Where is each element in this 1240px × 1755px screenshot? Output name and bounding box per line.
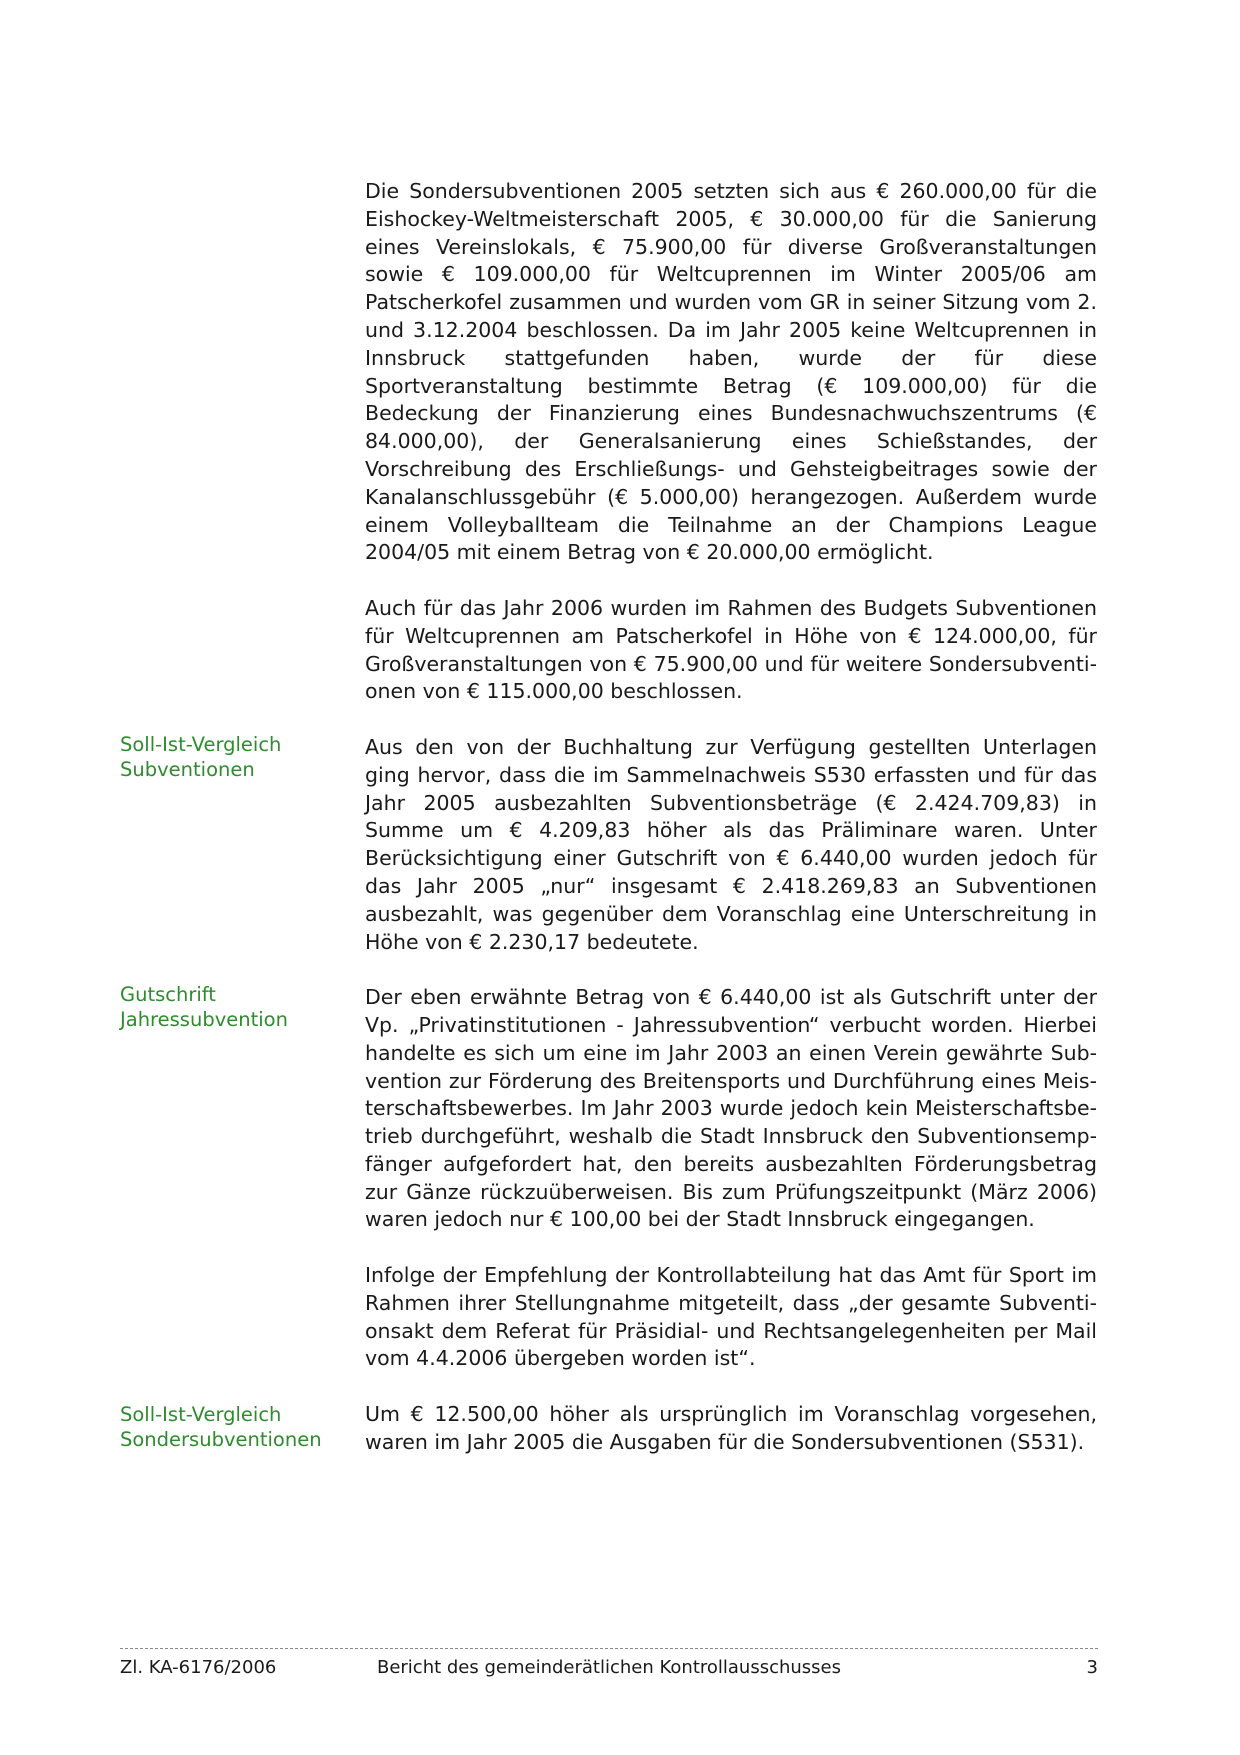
- side-label-line: Jahressubvention: [120, 1008, 288, 1031]
- side-label-line: Gutschrift: [120, 983, 216, 1006]
- paragraph-soll-ist-subventionen: Aus den von der Buchhaltung zur Verfügung gestellten Unterlagen ging hervor, dass die im Sammelnachweis S530 erfassten und für das Jahr 2005 ausbezahlten Subventionsbeträge (€ 2.424.709,83) in Summe um € 4.209,83 höher als das Präliminare waren. Unter Berücksichtigung einer Gutschrift von € 6.440,00 wurden jedoch für das Jahr 2005 „nur“ insgesamt € 2.418.269,83 an Subventionen ausbezahlt, was gegenüber dem Voranschlag eine Unterschreitung in Höhe von € 2.230,17 bedeutete.: [365, 734, 1097, 954]
- side-label-soll-ist-sondersubventionen: [120, 1402, 350, 1452]
- paragraph-empfehlung: Infolge der Empfehlung der Kontrollabteilung hat das Amt für Sport im Rahmen ihrer Stellungnahme mitgeteilt, dass „der gesamte Subventionsakt dem Referat für Präsidial- und Rechtsangelegenheiten per Mail vom 4.4.2006 übergeben worden ist“.: [365, 1263, 1097, 1371]
- side-label-line: Sondersubventionen: [120, 1428, 322, 1451]
- footer-divider: [120, 1648, 1098, 1649]
- side-label-line: Soll-Ist-Vergleich: [120, 733, 282, 756]
- main-text-column: [365, 178, 1097, 1484]
- footer-title: Bericht des gemeinderätlichen Kontrollausschusses: [376, 1657, 842, 1678]
- paragraph-gutschrift: Der eben erwähnte Betrag von € 6.440,00 ist als Gutschrift unter der Vp. „Privatinstitutionen - Jahressubvention“ verbucht worden. Hierbei handelte es sich um eine im Jahr 2003 an einen Verein gewährte Subvention zur Förderung des Breitensports und Durchführung eines Meisterschaftsbewerbes. Im Jahr 2003 wurde jedoch kein Meisterschaftsbetrieb durchgeführt, weshalb die Stadt Innsbruck den Subventionsempfänger aufgefordert hat, den bereits ausbezahlten Förderungsbetrag zur Gänze rückzuüberweisen. Bis zum Prüfungszeitpunkt (März 2006) waren jedoch nur € 100,00 bei der Stadt Innsbruck eingegangen.: [365, 985, 1097, 1232]
- footer-reference: Zl. KA-6176/2006: [120, 1657, 277, 1678]
- paragraph-sondersubventionen-2005: Die Sondersubventionen 2005 setzten sich aus € 260.000,00 für die Eishockey-Weltmeisterschaft 2005, € 30.000,00 für die Sanierung eines Vereinslokals, € 75.900,00 für diverse Großveranstaltungen sowie € 109.000,00 für Weltcuprennen im Winter 2005/06 am Patscherkofel zusammen und wurden vom GR in seiner Sitzung vom 2. und 3.12.2004 beschlossen. Da im Jahr 2005 keine Weltcuprennen in Innsbruck stattgefunden haben, wurde der für diese Sportveranstaltung bestimmte Betrag (€ 109.000,00) für die Bedeckung der Finanzierung eines Bundesnachwuchszentrums (€ 84.000,00), der Generalsanierung eines Schießstandes, der Vorschreibung des Erschließungs- und Gehsteigbeitrages sowie der Kanalanschlussgebühr (€ 5.000,00) herangezogen. Außerdem wurde einem Volleyballteam die Teilnahme an der Champions League 2004/05 mit einem Betrag von € 20.000,00 ermöglicht.: [365, 179, 1097, 565]
- paragraph-sondersubventionen-s531: Um € 12.500,00 höher als ursprünglich im Voranschlag vorgesehen, waren im Jahr 2005 die Ausgaben für die Sondersubventionen (S531).: [365, 1402, 1097, 1454]
- side-label-line: Soll-Ist-Vergleich: [120, 1403, 282, 1426]
- side-label-line: Subventionen: [120, 758, 255, 781]
- side-label-soll-ist-subventionen: [120, 732, 350, 782]
- paragraph-subventionen-2006: Auch für das Jahr 2006 wurden im Rahmen des Budgets Subventionen für Weltcuprennen am Patscherkofel in Höhe von € 124.000,00, für Großveranstaltungen von € 75.900,00 und für weitere Sondersubventionen von € 115.000,00 beschlossen.: [365, 595, 1097, 704]
- side-label-gutschrift: [120, 982, 350, 1032]
- page-number: 3: [1086, 1657, 1098, 1678]
